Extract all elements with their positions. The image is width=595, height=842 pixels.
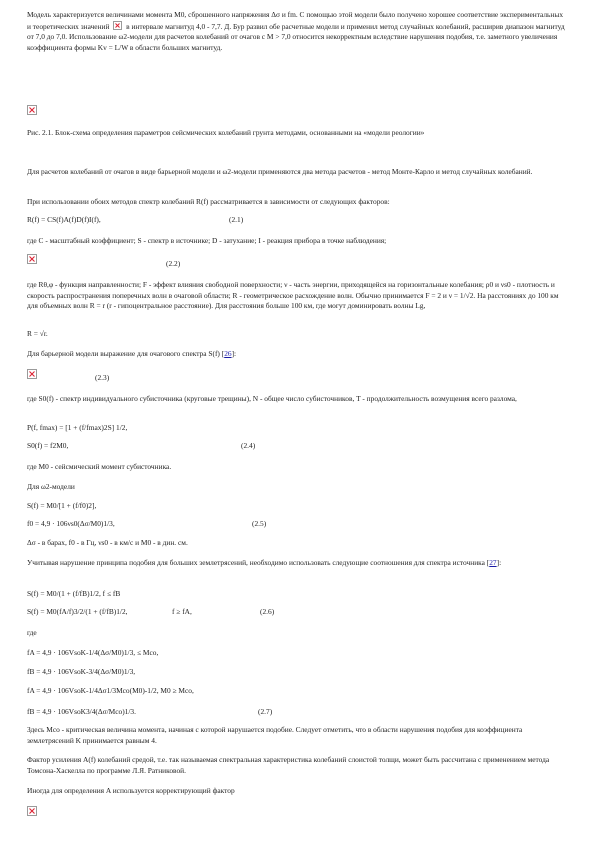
- paragraph-where-c: где C - масштабный коэффициент; S - спектр в источнике; D - затухание; I - реакция прибора в точке наблюдения;: [27, 236, 387, 245]
- reference-link[interactable]: 27: [489, 558, 497, 567]
- equation-2-7d: fB = 4,9 · 106VsoK3/4(Δσ/Mco)1/3.: [27, 707, 136, 716]
- paragraph-omega-model: Для ω2-модели: [27, 482, 75, 491]
- broken-image-icon: [27, 254, 37, 264]
- paragraph-where-s0: где S0(f) - спектр индивидуального субисточника (круговые трещины), N - общее число субисточников, T - продолжительность возмущения всего разлома,: [27, 394, 517, 403]
- figure-caption: Рис. 2.1. Блок-схема определения параметров сейсмических колебаний грунта методами, основанными на «модели реологии»: [27, 128, 425, 137]
- paragraph-methods: Для расчетов колебаний от очагов в виде барьерной модели и ω2-модели применяются два метода расчетов - метод Монте-Карло и метод случайных колебаний.: [27, 167, 533, 176]
- equation-2-1: R(f) = CS(f)A(f)D(f)I(f),: [27, 215, 101, 224]
- paragraph-where-r: где Rθ,φ - функция направленности; F - эффект влияния свободной поверхности; ν - часть энергии, приходящейся на горизонтальные колебания; ρ0 и νs0 - плотность и скорость распространения поперечных волн в очаговой области; R - геометрическое расхождение волн. Обычно принимается F = 2 и ν = 1/√2. На расстояниях до 100 км для объемных волн R = r (r - гипоцентральное расстояние). Для расстояния больше 100 км, где могут доминировать волны Lg,: [27, 280, 559, 310]
- broken-image-icon: [27, 105, 37, 115]
- broken-image-icon: [27, 806, 37, 816]
- equation-number: (2.7): [258, 707, 273, 716]
- equation-2-6a: S(f) = M0/(1 + (f/fB)1/2, f ≤ fB: [27, 589, 121, 598]
- paragraph-barrier-model: [27, 349, 567, 360]
- reference-link[interactable]: 26: [224, 349, 232, 358]
- equation-number: (2.2): [166, 259, 181, 268]
- broken-image-icon: [27, 369, 37, 379]
- equation-2-7c: fA = 4,9 · 106VsoK-1/4Δσ1/3Mco(M0)-1/2, M0 ≥ Mco,: [27, 686, 194, 695]
- paragraph-similarity: [27, 558, 567, 569]
- equation-number: (2.5): [252, 519, 267, 528]
- equation-number: (2.4): [241, 441, 256, 450]
- paragraph-units: Δσ - в барах, f0 - в Гц, νs0 - в км/с и M0 - в дин. см.: [27, 538, 188, 547]
- equation-2-5a: S(f) = M0/[1 + (f/f0)2],: [27, 501, 97, 510]
- paragraph-spectrum: При использовании обоих методов спектр колебаний R(f) рассматривается в зависимости от следующих факторов:: [27, 197, 390, 206]
- equation-p: P(f, fmax) = [1 + (f/fmax)2S] 1/2,: [27, 423, 128, 432]
- paragraph-correction: Иногда для определения A используется корректирующий фактор: [27, 786, 235, 795]
- paragraph-mco: Здесь Mco - критическая величина момента, начиная с которой нарушается подобие. Следует отметить, что в области нарушения подобия для коэффициента землетрясений K принимается равным 4.: [27, 725, 523, 745]
- equation-2-7a: fA = 4,9 · 106VsoK-1/4(Δσ/M0)1/3, ≤ Mco,: [27, 648, 159, 657]
- paragraph-model-description: [27, 10, 567, 53]
- paragraph-where: где: [27, 628, 37, 637]
- equation-number: (2.6): [260, 607, 275, 616]
- paragraph-text: Для барьерной модели выражение для очагового спектра S(f) [: [27, 349, 225, 358]
- equation-2-4: S0(f) = f2M0,: [27, 441, 69, 450]
- paragraph-where-m0: где M0 - сейсмический момент субисточника.: [27, 462, 172, 471]
- paragraph-text: ]:: [496, 558, 502, 567]
- equation-2-6b: S(f) = M0(fA/f)3/2/(1 + (f/fB)1/2,: [27, 607, 128, 616]
- equation-2-5b: f0 = 4,9 · 106νs0(Δσ/M0)1/3,: [27, 519, 115, 528]
- paragraph-text: ]:: [231, 349, 237, 358]
- equation-r: R = √r.: [27, 329, 48, 338]
- paragraph-text: в интервале магнитуд 4,0 - 7,7. Д. Бур развил обе расчетные модели и применил метод случайных колебаний, расширив диапазон магнитуд от 7,0 до 7,0. Использование ω2-модели для расчетов колебаний от очагов с M > 7,0 относится некорректным вследствие нарушения подобия, т.е. заметного увеличения коэффициента формы Kv = L/W в области больших магнитуд.: [27, 21, 565, 52]
- equation-number: (2.1): [229, 215, 244, 224]
- equation-condition: f ≥ fA,: [172, 607, 192, 616]
- paragraph-text: Учитывая нарушение принципа подобия для больших землетрясений, необходимо использовать следующие соотношения для спектра источника [: [27, 558, 490, 567]
- equation-2-7b: fB = 4,9 · 106VsoK-3/4(Δσ/M0)1/3,: [27, 667, 136, 676]
- paragraph-amplification: Фактор усиления A(f) колебаний средой, т.е. так называемая спектральная характеристика колебаний слоистой толщи, может быть рассчитана с применением метода Томсона-Хаскелла по программе Л.Я. Ратниковой.: [27, 755, 550, 775]
- equation-number: (2.3): [95, 373, 110, 382]
- broken-image-icon: [113, 21, 122, 30]
- paragraph-text: Модель характеризуется величинами момента M0, сброшенного напряжения Δσ и fm. С помощью этой модели было получено хорошее соответствие экспериментальных и теоретических значений: [27, 10, 564, 31]
